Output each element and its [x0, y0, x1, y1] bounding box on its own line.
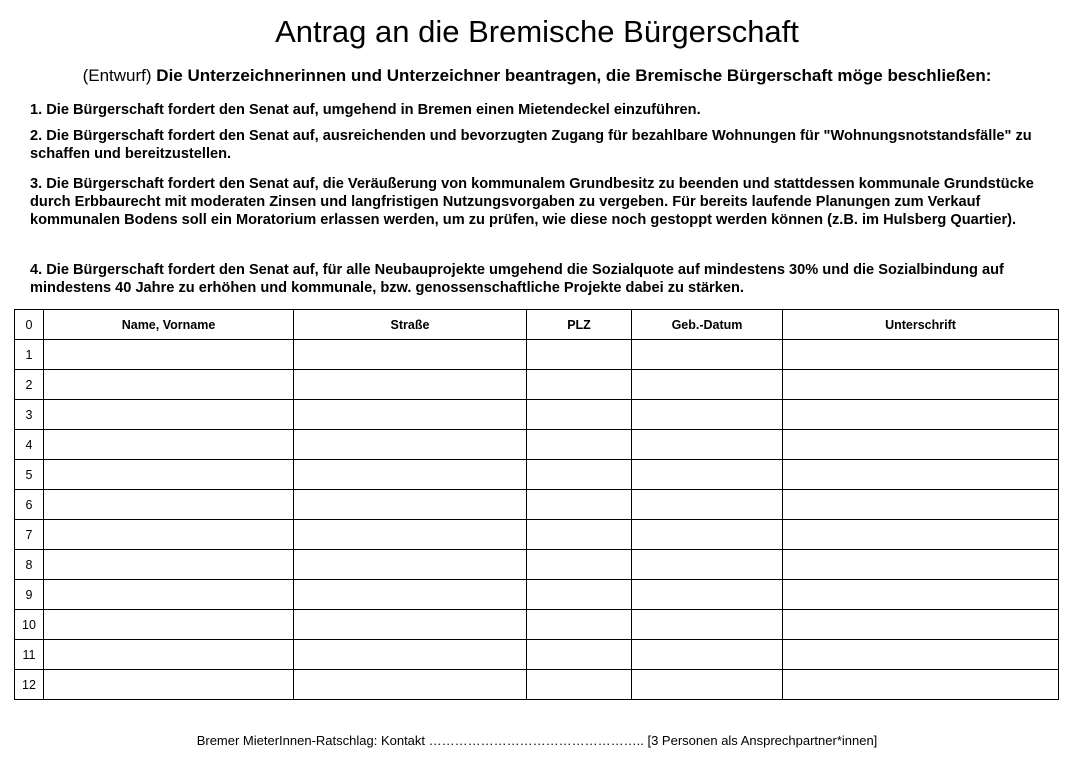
demand-item-3: 3. Die Bürgerschaft fordert den Senat auf, die Veräußerung von kommunalem Grundbesitz zu beenden und stattdessen kommunale Grundstücke durch Erbbaurecht mit moderaten Zinsen und langfristigen Nutzungsvorgaben zu vergeben. Für bereits laufende Planungen zum Verkauf kommunalen Bodens soll ein Moratorium erlassen werden, um zu prüfen, wie diese noch gestoppt werden können (z.B. im Hulsberg Quartier).	[30, 176, 1034, 228]
signature-cell[interactable]	[783, 370, 1059, 400]
zip-cell[interactable]	[527, 610, 632, 640]
birthdate-cell[interactable]	[632, 550, 783, 580]
street-cell[interactable]	[294, 580, 527, 610]
signature-cell[interactable]	[783, 460, 1059, 490]
signature-cell[interactable]	[783, 520, 1059, 550]
row-number: 2	[15, 370, 44, 400]
demand-item-2: 2. Die Bürgerschaft fordert den Senat auf, ausreichenden und bevorzugten Zugang für bezahlbare Wohnungen für "Wohnungsnotstandsfälle" zu schaffen und bereitzustellen.	[30, 128, 1032, 162]
name-cell[interactable]	[44, 520, 294, 550]
signature-cell[interactable]	[783, 640, 1059, 670]
zip-cell[interactable]	[527, 460, 632, 490]
signature-cell[interactable]	[783, 580, 1059, 610]
zip-cell[interactable]	[527, 430, 632, 460]
row-number: 12	[15, 670, 44, 700]
street-cell[interactable]	[294, 550, 527, 580]
table-row	[15, 430, 1059, 460]
street-cell[interactable]	[294, 400, 527, 430]
table-row	[15, 400, 1059, 430]
name-cell[interactable]	[44, 550, 294, 580]
name-cell[interactable]	[44, 580, 294, 610]
name-cell[interactable]	[44, 610, 294, 640]
zip-cell[interactable]	[527, 370, 632, 400]
zip-cell[interactable]	[527, 400, 632, 430]
row-number: 5	[15, 460, 44, 490]
signature-cell[interactable]	[783, 610, 1059, 640]
row-number: 9	[15, 580, 44, 610]
intro-lead: Die Unterzeichnerinnen und Unterzeichner beantragen, die Bremische Bürgerschaft möge beschließen:	[156, 66, 992, 85]
header-number: 0	[15, 310, 44, 340]
row-number: 8	[15, 550, 44, 580]
zip-cell[interactable]	[527, 490, 632, 520]
birthdate-cell[interactable]	[632, 520, 783, 550]
name-cell[interactable]	[44, 490, 294, 520]
signature-cell[interactable]	[783, 550, 1059, 580]
street-cell[interactable]	[294, 370, 527, 400]
birthdate-cell[interactable]	[632, 370, 783, 400]
birthdate-cell[interactable]	[632, 430, 783, 460]
row-number: 7	[15, 520, 44, 550]
name-cell[interactable]	[44, 430, 294, 460]
header-name: Name, Vorname	[44, 310, 294, 340]
table-row	[15, 550, 1059, 580]
name-cell[interactable]	[44, 370, 294, 400]
draft-label: (Entwurf)	[82, 66, 152, 85]
page-title: Antrag an die Bremische Bürgerschaft	[275, 14, 799, 49]
header-signature: Unterschrift	[783, 310, 1059, 340]
row-number: 4	[15, 430, 44, 460]
demand-item-4: 4. Die Bürgerschaft fordert den Senat auf, für alle Neubauprojekte umgehend die Sozialquote auf mindestens 30% und die Sozialbindung auf mindestens 40 Jahre zu erhöhen und kommunale, bzw. genossenschaftliche Projekte dabei zu stärken.	[30, 262, 1004, 296]
street-cell[interactable]	[294, 460, 527, 490]
row-number: 10	[15, 610, 44, 640]
street-cell[interactable]	[294, 670, 527, 700]
signature-cell[interactable]	[783, 400, 1059, 430]
street-cell[interactable]	[294, 610, 527, 640]
header-birthdate: Geb.-Datum	[632, 310, 783, 340]
table-header-row	[15, 310, 1059, 340]
zip-cell[interactable]	[527, 580, 632, 610]
zip-cell[interactable]	[527, 550, 632, 580]
birthdate-cell[interactable]	[632, 490, 783, 520]
table-row	[15, 460, 1059, 490]
table-row	[15, 670, 1059, 700]
birthdate-cell[interactable]	[632, 400, 783, 430]
zip-cell[interactable]	[527, 670, 632, 700]
street-cell[interactable]	[294, 490, 527, 520]
signature-cell[interactable]	[783, 340, 1059, 370]
birthdate-cell[interactable]	[632, 670, 783, 700]
signature-cell[interactable]	[783, 670, 1059, 700]
birthdate-cell[interactable]	[632, 640, 783, 670]
intro-text	[0, 66, 1074, 86]
table-row	[15, 610, 1059, 640]
birthdate-cell[interactable]	[632, 340, 783, 370]
table-row	[15, 580, 1059, 610]
signature-table	[14, 309, 1059, 700]
street-cell[interactable]	[294, 640, 527, 670]
zip-cell[interactable]	[527, 520, 632, 550]
header-zip: PLZ	[527, 310, 632, 340]
name-cell[interactable]	[44, 400, 294, 430]
street-cell[interactable]	[294, 430, 527, 460]
table-row	[15, 370, 1059, 400]
zip-cell[interactable]	[527, 340, 632, 370]
header-street: Straße	[294, 310, 527, 340]
name-cell[interactable]	[44, 640, 294, 670]
name-cell[interactable]	[44, 670, 294, 700]
row-number: 3	[15, 400, 44, 430]
street-cell[interactable]	[294, 340, 527, 370]
street-cell[interactable]	[294, 520, 527, 550]
table-row	[15, 340, 1059, 370]
name-cell[interactable]	[44, 340, 294, 370]
name-cell[interactable]	[44, 460, 294, 490]
zip-cell[interactable]	[527, 640, 632, 670]
table-row	[15, 640, 1059, 670]
row-number: 6	[15, 490, 44, 520]
signature-cell[interactable]	[783, 430, 1059, 460]
birthdate-cell[interactable]	[632, 580, 783, 610]
signature-cell[interactable]	[783, 490, 1059, 520]
table-row	[15, 520, 1059, 550]
demand-item-1: 1. Die Bürgerschaft fordert den Senat auf, umgehend in Bremen einen Mietendeckel einzuführen.	[30, 102, 701, 118]
table-row	[15, 490, 1059, 520]
row-number: 11	[15, 640, 44, 670]
row-number: 1	[15, 340, 44, 370]
footer-contact: Bremer MieterInnen-Ratschlag: Kontakt ………………………………………….. [3 Personen als Ansprechpartner*innen]	[196, 733, 878, 748]
birthdate-cell[interactable]	[632, 610, 783, 640]
birthdate-cell[interactable]	[632, 460, 783, 490]
